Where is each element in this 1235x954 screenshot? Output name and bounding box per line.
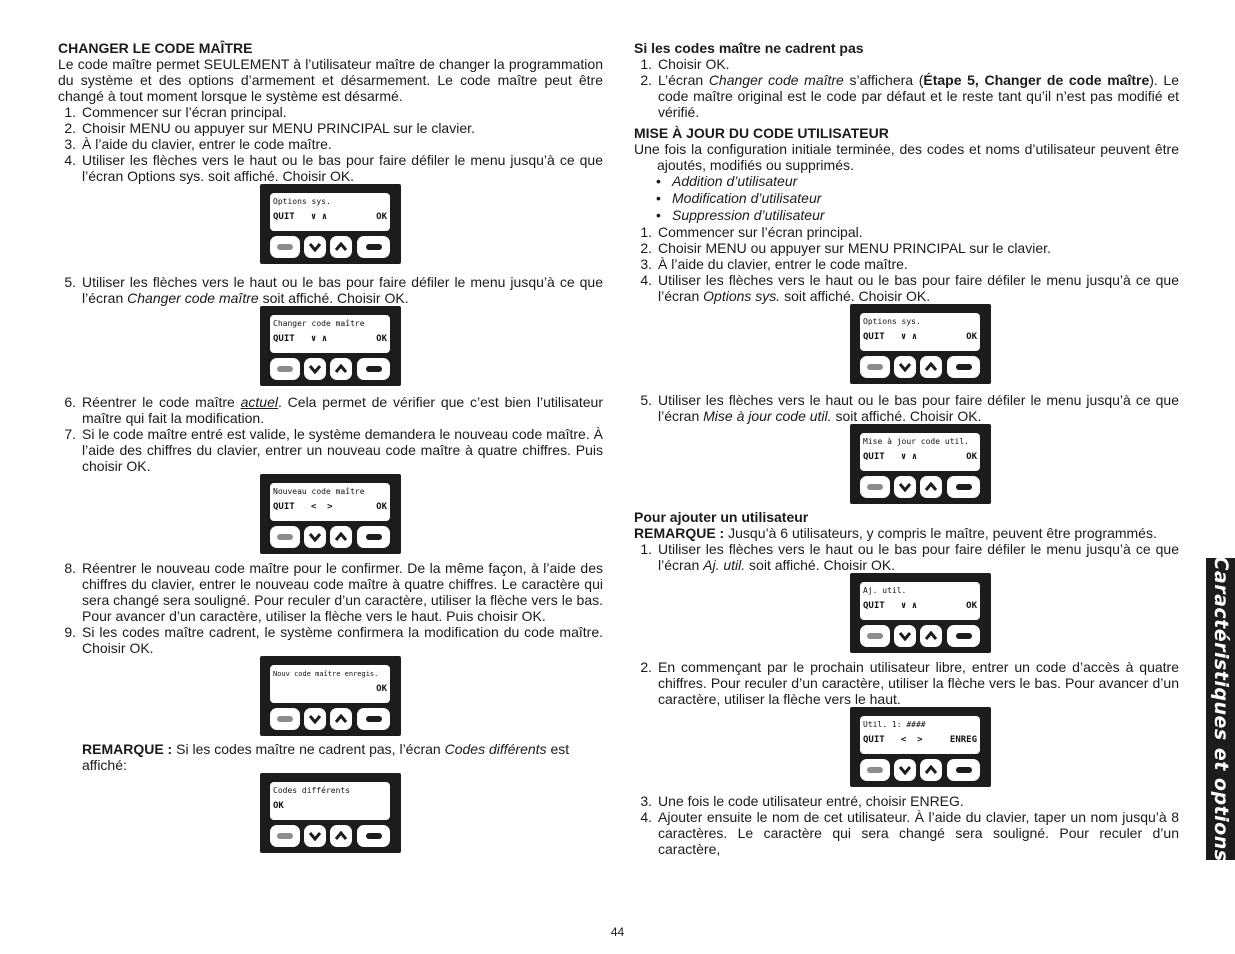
keypad-buttons <box>270 526 391 548</box>
chevron-down-icon <box>898 765 912 775</box>
list-item: 5. Utiliser les flèches vers le haut ou le bas pour faire défiler le menu jusqu’à ce que l’écran Changer code maître soit affiché. Choisir OK. <box>64 274 603 306</box>
keypad-buttons <box>270 825 391 847</box>
arrow-down-key <box>304 236 326 258</box>
arrow-up-key <box>920 356 942 378</box>
list-item: 4. Utiliser les flèches vers le haut ou le bas pour faire défiler le menu jusqu’à ce que l’écran Options sys. soit affiché. Choisir OK. <box>640 272 1179 304</box>
arrow-down-key <box>894 356 916 378</box>
subsection-heading: Pour ajouter un utilisateur <box>634 509 809 525</box>
arrow-up-key <box>330 236 352 258</box>
keypad-display <box>260 773 401 853</box>
arrow-up-key <box>330 358 352 380</box>
bullet-item: • Modification d’utilisateur <box>656 190 822 206</box>
list-item: 1. Utiliser les flèches vers le haut ou le bas pour faire défiler le menu jusqu’à ce que l’écran Aj. util. soit affiché. Choisir OK. <box>640 541 1179 573</box>
note: REMARQUE : Si les codes maître ne cadrent pas, l’écran Codes différents est affiché: <box>82 741 570 773</box>
keypad-display <box>260 474 401 554</box>
list-item: 8. Réentrer le nouveau code maître pour le confirmer. De la même façon, à l’aide des chiffres du clavier, entrer le nouveau code maître à quatre chiffres. Le caractère qui sera changé sera souligné. Pour reculer d’un caractère, utiliser la flèche vers le bas. Pour avancer d’un caractère, utiliser la flèche vers le haut. Puis choisir OK. <box>64 560 603 624</box>
arrow-up-key <box>330 526 352 548</box>
list-item: 6. Réentrer le code maître actuel. Cela permet de vérifier que c’est bien l’utilisateur maître qui fait la modification. <box>64 394 603 426</box>
quit-key <box>270 526 300 548</box>
quit-key <box>860 476 890 498</box>
keypad-display <box>260 656 401 736</box>
list-item: 1. Choisir OK. <box>640 56 730 72</box>
list-item: 2. L’écran Changer code maître s’affichera (Étape 5, Changer de code maître). Le code maître original est le code par défaut et le reste tant qu’il n’est pas modifié et vérifié. <box>640 72 1180 120</box>
arrow-down-key <box>894 625 916 647</box>
chevron-up-icon <box>334 364 348 374</box>
keypad-buttons <box>860 356 981 378</box>
intro-paragraph: Le code maître permet SEULEMENT à l’utilisateur maître de changer la programmation du système et des options d’armement et désarmement. Le code maître peut être changé à tout moment lorsque le système est désarmé. <box>58 56 603 104</box>
ok-key <box>357 825 390 847</box>
chevron-down-icon <box>898 631 912 641</box>
bullet-item: • Addition d’utilisateur <box>656 173 798 189</box>
list-item: 2. Choisir MENU ou appuyer sur MENU PRINCIPAL sur le clavier. <box>640 240 1051 256</box>
chevron-up-icon <box>924 362 938 372</box>
arrow-up-key <box>920 476 942 498</box>
page-number: 44 <box>610 925 625 939</box>
section-tab <box>1206 558 1235 860</box>
arrow-down-key <box>894 759 916 781</box>
chevron-down-icon <box>308 532 322 542</box>
list-item: 2. En commençant par le prochain utilisateur libre, entrer un code d’accès à quatre chiffres. Pour reculer d’un caractère, utiliser la flèche vers le bas. Pour avancer d’un caractère, utiliser la flèche vers le haut. <box>640 659 1179 707</box>
list-item: 3. Une fois le code utilisateur entré, choisir ENREG. <box>640 793 964 809</box>
lcd-screen: Mise à jour code util. QUIT ∨ ∧ OK <box>860 433 980 471</box>
note: REMARQUE : Jusqu’à 6 utilisateurs, y compris le maître, peuvent être programmés. <box>634 525 1157 541</box>
intro-paragraph: Une fois la configuration initiale terminée, des codes et noms d’utilisateur peuvent être ajoutés, modifiés ou supprimés. <box>634 141 1179 173</box>
ok-key <box>947 759 980 781</box>
list-item: 5. Utiliser les flèches vers le haut ou le bas pour faire défiler le menu jusqu’à ce que l’écran Mise à jour code util. soit affiché. Choisir OK. <box>640 392 1179 424</box>
chevron-up-icon <box>334 831 348 841</box>
section-heading: CHANGER LE CODE MAÎTRE <box>58 40 253 56</box>
chevron-up-icon <box>924 631 938 641</box>
keypad-display <box>850 304 991 384</box>
chevron-up-icon <box>334 242 348 252</box>
chevron-down-icon <box>898 482 912 492</box>
keypad-display <box>850 573 991 653</box>
chevron-down-icon <box>308 831 322 841</box>
ok-key <box>947 625 980 647</box>
chevron-down-icon <box>308 364 322 374</box>
keypad-buttons <box>860 759 981 781</box>
list-item: 3. À l’aide du clavier, entrer le code maître. <box>640 256 908 272</box>
lcd-screen: Nouveau code maître QUIT < > OK <box>270 483 390 521</box>
lcd-screen: Codes différents OK <box>270 782 390 820</box>
chevron-down-icon <box>898 362 912 372</box>
quit-key <box>270 708 300 730</box>
quit-key <box>270 825 300 847</box>
keypad-buttons <box>270 358 391 380</box>
arrow-down-key <box>304 358 326 380</box>
chevron-up-icon <box>924 765 938 775</box>
ok-key <box>357 358 390 380</box>
chevron-down-icon <box>308 242 322 252</box>
list-item: 9. Si les codes maître cadrent, le système confirmera la modification du code maître. Choisir OK. <box>64 624 603 656</box>
bullet-item: • Suppression d’utilisateur <box>656 207 825 223</box>
chevron-down-icon <box>308 714 322 724</box>
keypad-buttons <box>860 625 981 647</box>
quit-key <box>270 358 300 380</box>
ok-key <box>947 356 980 378</box>
list-item: 7. Si le code maître entré est valide, le système demandera le nouveau code maître. À l’aide des chiffres du clavier, entrer un nouveau code maître à quatre chiffres. Puis choisir OK. <box>64 426 603 474</box>
quit-key <box>860 625 890 647</box>
list-item: 4. Ajouter ensuite le nom de cet utilisateur. À l’aide du clavier, taper un nom jusqu’à 8 caractères. Le caractère qui sera changé sera souligné. Pour reculer d’un caractère, <box>640 809 1179 857</box>
arrow-up-key <box>920 625 942 647</box>
ok-key <box>947 476 980 498</box>
keypad-display <box>850 424 991 504</box>
chevron-up-icon <box>334 532 348 542</box>
arrow-down-key <box>304 526 326 548</box>
arrow-down-key <box>894 476 916 498</box>
quit-key <box>860 356 890 378</box>
quit-key <box>270 236 300 258</box>
chevron-up-icon <box>924 482 938 492</box>
keypad-buttons <box>860 476 981 498</box>
ok-key <box>357 236 390 258</box>
subsection-heading: Si les codes maître ne cadrent pas <box>634 40 864 56</box>
section-heading: MISE À JOUR DU CODE UTILISATEUR <box>634 125 889 141</box>
lcd-screen: Options sys. QUIT ∨ ∧ OK <box>270 193 390 231</box>
arrow-up-key <box>330 708 352 730</box>
chevron-up-icon <box>334 714 348 724</box>
lcd-screen: Changer code maître QUIT ∨ ∧ OK <box>270 315 390 353</box>
ok-key <box>357 708 390 730</box>
list-item: 1. Commencer sur l’écran principal. <box>640 224 863 240</box>
lcd-screen: Options sys. QUIT ∨ ∧ OK <box>860 313 980 351</box>
lcd-screen: Aj. util. QUIT ∨ ∧ OK <box>860 582 980 620</box>
arrow-up-key <box>330 825 352 847</box>
section-tab-label: Caractéristiques et options <box>1209 556 1232 862</box>
keypad-display <box>260 306 401 386</box>
lcd-screen: Util. 1: #### QUIT < > ENREG <box>860 716 980 754</box>
arrow-up-key <box>920 759 942 781</box>
arrow-down-key <box>304 708 326 730</box>
right-column <box>634 40 1179 857</box>
list-item: 2. Choisir MENU ou appuyer sur MENU PRINCIPAL sur le clavier. <box>64 120 475 136</box>
keypad-display <box>260 184 401 264</box>
list-item: 4. Utiliser les flèches vers le haut ou le bas pour faire défiler le menu jusqu’à ce que l’écran Options sys. soit affiché. Choisir OK. <box>64 152 603 184</box>
keypad-display <box>850 707 991 787</box>
list-item: 3. À l’aide du clavier, entrer le code maître. <box>64 136 332 152</box>
quit-key <box>860 759 890 781</box>
keypad-buttons <box>270 708 391 730</box>
keypad-buttons <box>270 236 391 258</box>
ok-key <box>357 526 390 548</box>
left-column <box>58 40 603 853</box>
arrow-down-key <box>304 825 326 847</box>
list-item: 1. Commencer sur l’écran principal. <box>64 104 287 120</box>
lcd-screen: Nouv code maître enregis. OK <box>270 665 390 703</box>
